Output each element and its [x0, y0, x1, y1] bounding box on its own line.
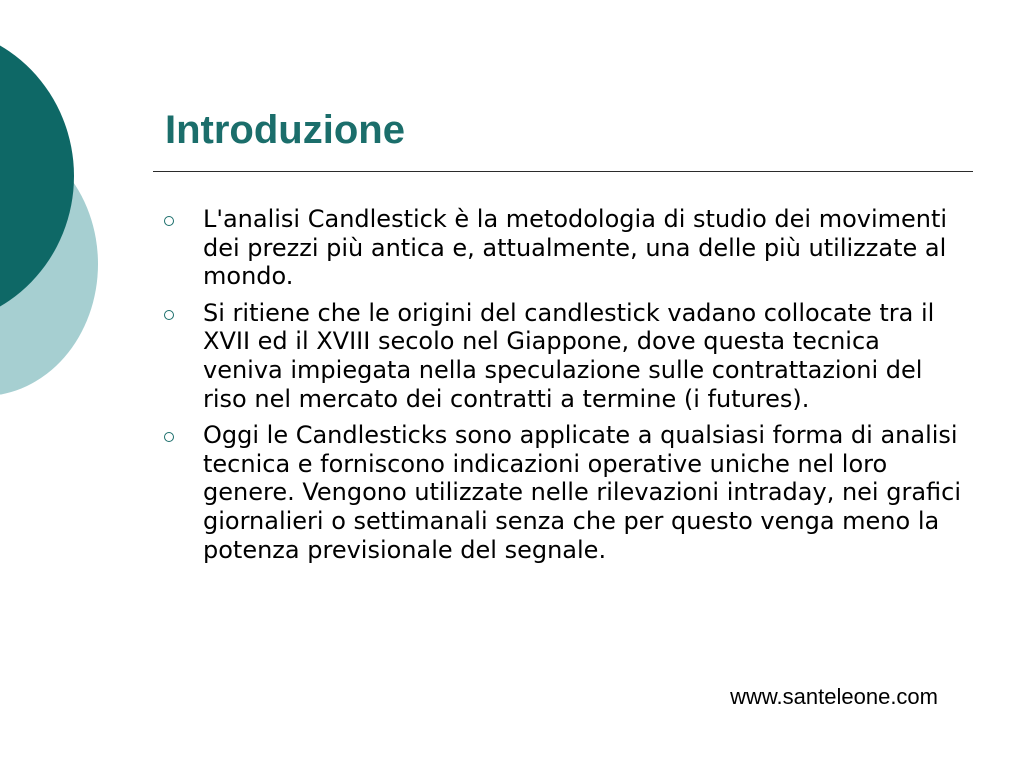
- hollow-circle-icon: [164, 216, 174, 226]
- bullet-text: Oggi le Candlesticks sono applicate a qualsiasi forma di analisi tecnica e forniscono indicazioni operative uniche nel loro genere. Vengono utilizzate nelle rilevazioni intraday, nei grafici giornalieri o settimanali senza che per questo venga meno la potenza previsionale del segnale.: [203, 421, 962, 564]
- slide-title: Introduzione: [165, 108, 405, 152]
- footer-url: www.santeleone.com: [730, 684, 938, 709]
- bullet-item: [164, 299, 964, 413]
- bullet-text: L'analisi Candlestick è la metodologia di studio dei movimenti dei prezzi più antica e, attualmente, una delle più utilizzate al mondo.: [203, 205, 948, 291]
- hollow-circle-icon: [164, 432, 174, 442]
- bullet-text: Si ritiene che le origini del candlestick vadano collocate tra il XVII ed il XVIII secolo nel Giappone, dove questa tecnica veniva impiegata nella speculazione sulle contrattazioni del riso nel mercato dei contratti a termine (i futures).: [203, 298, 935, 413]
- hollow-circle-icon: [164, 310, 174, 320]
- bullet-item: [164, 421, 964, 564]
- bullet-item: [164, 205, 964, 291]
- bullet-list: [164, 205, 964, 572]
- title-divider: [153, 171, 973, 172]
